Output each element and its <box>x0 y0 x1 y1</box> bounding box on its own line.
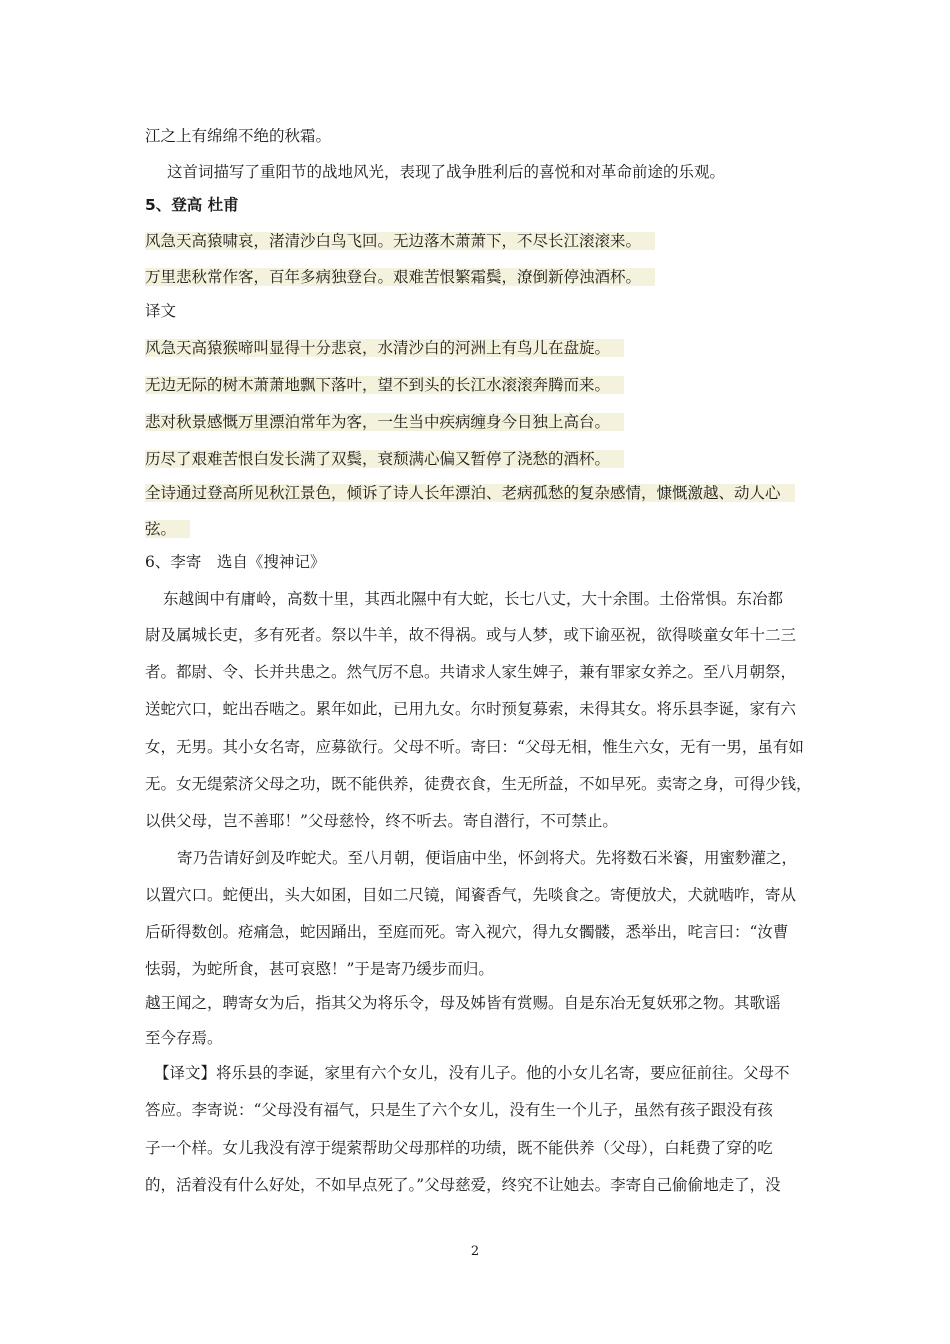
text-line: 越王闻之，聘寄女为后，指其父为将乐令，母及姊皆有赏赐。自是东冶无复妖邪之物。其歌谣 <box>145 994 781 1012</box>
text-line: 东越闽中有庸岭，高数十里，其西北隰中有大蛇，长七八丈，大十余围。土俗常惧。东冶都 <box>163 590 784 608</box>
page-number: 2 <box>470 1244 480 1259</box>
translation-line <box>145 337 624 359</box>
text-line: 以供父母，岂不善耶！”父母慈怜，终不听去。寄自潜行，不可禁止。 <box>145 812 618 830</box>
poem-line-text: 万里悲秋常作客，百年多病独登台。艰难苦恨繁霜鬓，潦倒新停浊酒杯。 <box>145 268 655 286</box>
translation-line <box>145 448 624 470</box>
translation-line-text: 风急天高猿猴啼叫显得十分悲哀，水清沙白的河洲上有鸟儿在盘旋。 <box>145 339 624 357</box>
text-line: 【译文】将乐县的李诞，家里有六个女儿，没有儿子。他的小女儿名寄，要应征前往。父母不 <box>154 1064 790 1082</box>
summary-line-text: 全诗通过登高所见秋江景色，倾诉了诗人长年漂泊、老病孤愁的复杂感情，慷慨激越、动人心 <box>145 484 795 502</box>
text-line: 的，活着没有什么好处，不如早点死了。”父母慈爱，终究不让她去。李寄自己偷偷地走了，没 <box>145 1176 781 1194</box>
text-line: 后斫得数创。疮痛急，蛇因踊出，至庭而死。寄入视穴，得九女髑髅，悉举出，咤言曰：“汝曹 <box>145 923 789 941</box>
poem-line-text: 风急天高猿啸哀，渚清沙白鸟飞回。无边落木萧萧下，不尽长江滚滚来。 <box>145 232 655 250</box>
text-line: 这首词描写了重阳节的战地风光，表现了战争胜利后的喜悦和对革命前途的乐观。 <box>167 163 726 181</box>
summary-line <box>145 518 190 540</box>
text-line: 无。女无缇萦济父母之功，既不能供养，徒费衣食，生无所益，不如早死。卖寄之身，可得少钱， <box>145 775 812 793</box>
section-heading: 6、李寄 选自《搜神记》 <box>145 553 326 571</box>
summary-line-text: 弦。 <box>145 520 190 538</box>
text-line: 者。都尉、令、长并共患之。然气厉不息。共请求人家生婢子，兼有罪家女养之。至八月朝祭， <box>145 663 797 681</box>
text-line: 子一个样。女儿我没有淳于缇萦帮助父母那样的功绩，既不能供养（父母），白耗费了穿的吃 <box>145 1139 773 1157</box>
text-line: 女，无男。其小女名寄，应募欲行。父母不听。寄曰：“父母无相，惟生六女，无有一男，虽有如 <box>145 738 804 756</box>
text-line: 答应。李寄说：“父母没有福气，只是生了六个女儿，没有生一个儿子，虽然有孩子跟没有孩 <box>145 1101 773 1119</box>
text-line: 江之上有绵绵不绝的秋霜。 <box>145 127 332 145</box>
text-line: 至今存焉。 <box>145 1029 223 1047</box>
translation-line <box>145 374 624 396</box>
translation-line <box>145 411 624 433</box>
text-line: 怯弱，为蛇所食，甚可哀愍！”于是寄乃缓步而归。 <box>145 960 494 978</box>
section-heading: 5、登高 杜甫 <box>145 196 239 214</box>
text-line: 尉及属城长吏，多有死者。祭以牛羊，故不得祸。或与人梦，或下谕巫祝，欲得啖童女年十二三 <box>145 626 797 644</box>
translation-heading: 译文 <box>145 302 177 320</box>
text-line: 以置穴口。蛇便出，头大如囷，目如二尺镜，闻餈香气，先啖食之。寄便放犬，犬就啮咋，寄从 <box>145 886 797 904</box>
text-line: 寄乃告请好剑及咋蛇犬。至八月朝，便诣庙中坐，怀剑将犬。先将数石米餈，用蜜麨灌之， <box>177 849 798 867</box>
poem-line <box>145 266 655 288</box>
translation-line-text: 无边无际的树木萧萧地飘下落叶，望不到头的长江水滚滚奔腾而来。 <box>145 376 624 394</box>
text-line: 送蛇穴口，蛇出吞啮之。累年如此，已用九女。尔时预复募索，未得其女。将乐县李诞，家有六 <box>145 700 797 718</box>
summary-line <box>145 482 795 504</box>
poem-line <box>145 230 655 252</box>
translation-line-text: 悲对秋景感慨万里漂泊常年为客，一生当中疾病缠身今日独上高台。 <box>145 413 624 431</box>
translation-line-text: 历尽了艰难苦恨白发长满了双鬓，衰颓满心偏又暂停了浇愁的酒杯。 <box>145 450 624 468</box>
